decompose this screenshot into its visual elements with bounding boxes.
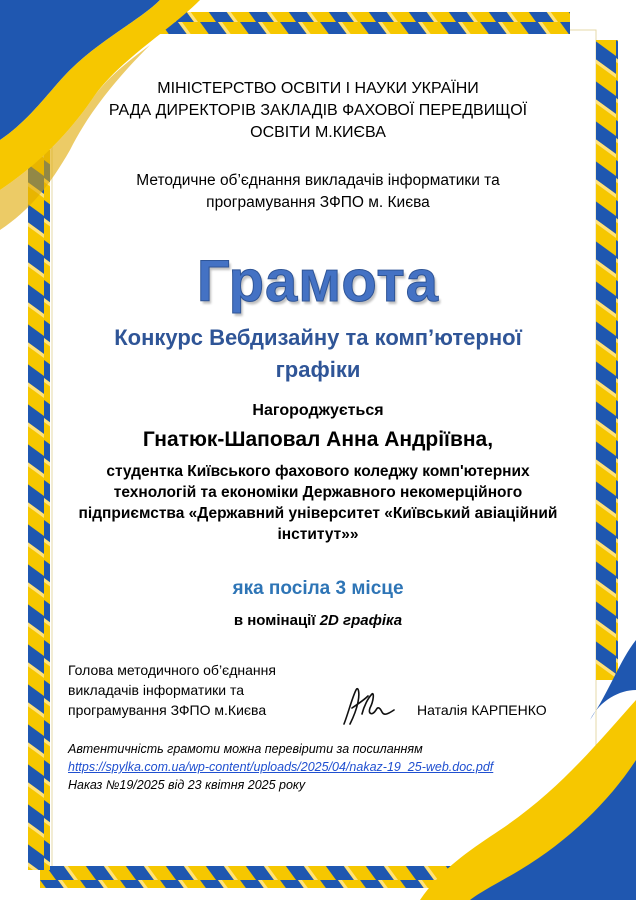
place-label: яка посіла 3 місце: [232, 578, 404, 599]
recipient-name: Гнатюк-Шаповал Анна Андріївна,: [142, 428, 494, 451]
nomination-name: 2D графіка: [319, 612, 403, 629]
association-line-1: Методичне об’єднання викладачів інформатики та: [136, 172, 500, 189]
recipient-description: [68, 461, 568, 545]
ministry-line-2: РАДА ДИРЕКТОРІВ ЗАКЛАДІВ ФАХОВОЇ ПЕРЕДВИЩОЇ: [108, 102, 528, 119]
awarded-label: Нагороджується: [252, 402, 384, 419]
signature-icon: [338, 684, 402, 730]
signatory-title: [68, 660, 328, 720]
nomination: [80, 612, 556, 629]
ministry-line-3: ОСВІТИ М.КИЄВА: [250, 124, 386, 141]
association-header: [100, 170, 536, 214]
description-line-4: інститут»»: [277, 526, 359, 543]
signatory-title-line-2: викладачів інформатики та: [68, 682, 245, 698]
association-line-2: програмування ЗФПО м. Києва: [206, 194, 430, 211]
description-line-2: технологій та економіки Державного некомерційного: [113, 484, 523, 501]
signatory-title-line-1: Голова методичного об’єднання: [68, 662, 276, 678]
certificate-title: Грамота: [196, 249, 440, 314]
authenticity-link[interactable]: https://spylka.com.ua/wp-content/uploads/2025/04/nakaz-19_25-web.doc.pdf: [68, 760, 494, 774]
authenticity-note: Автентичність грамоти можна перевірити за посиланням: [68, 742, 423, 756]
nomination-prefix: в номінації: [233, 612, 316, 629]
contest-line-2: графіки: [275, 357, 361, 382]
order-note: Наказ №19/2025 від 23 квітня 2025 року: [68, 778, 306, 792]
contest-line-1: Конкурс Вебдизайну та комп’ютерної: [114, 325, 522, 350]
description-line-1: студентка Київського фахового коледжу комп'ютерних: [106, 463, 530, 480]
signatory-name: Наталія КАРПЕНКО: [417, 702, 547, 718]
authenticity-block: [68, 740, 554, 794]
ministry-header: [80, 78, 556, 144]
signatory-title-line-3: програмування ЗФПО м.Києва: [68, 702, 267, 718]
contest-name: [80, 322, 556, 386]
description-line-3: підприємства «Державний університет «Київський авіаційний: [78, 505, 558, 522]
ministry-line-1: МІНІСТЕРСТВО ОСВІТИ І НАУКИ УКРАЇНИ: [157, 80, 479, 97]
